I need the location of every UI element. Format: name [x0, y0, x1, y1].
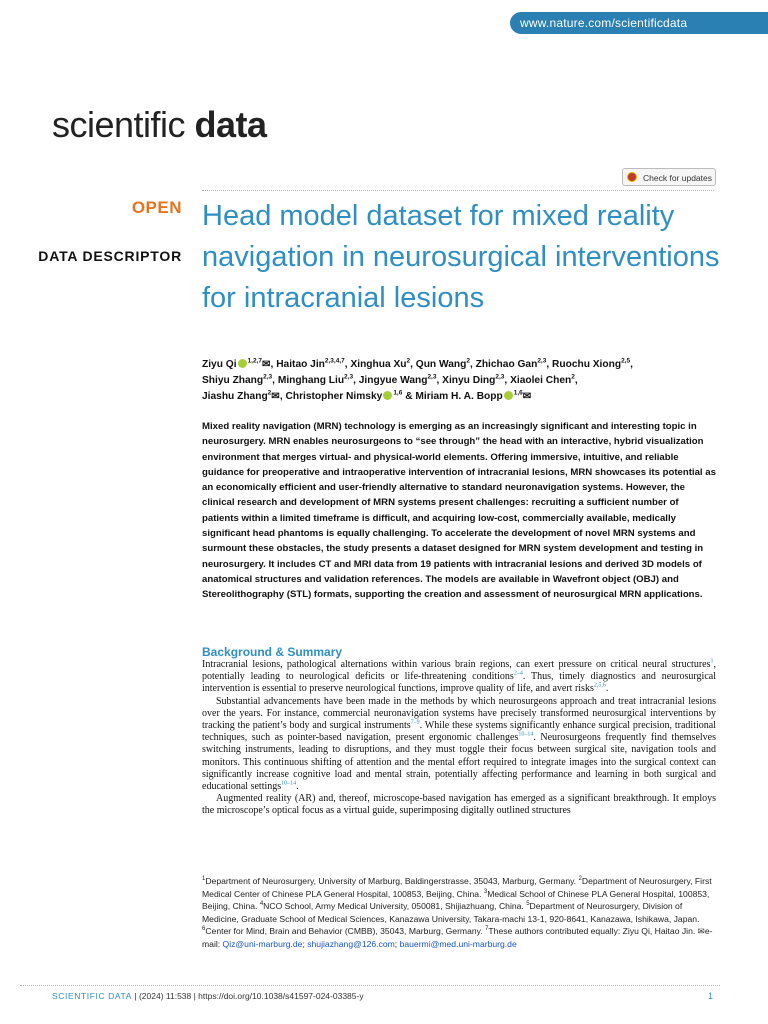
abstract: Mixed reality navigation (MRN) technology is emerging as an increasingly significant and interesting topic in neurosurgery. MRN enables neurosurgeons to “see through” the head with an interactive, hybrid visualization environment that merges virtual- and physical-world elements. Offering immersive, intuitive, and reliable guidance for preoperative and intraoperative intervention of intracranial lesions, MRN showcases its potential as an economically efficient and user-friendly alternative to standard neuronavigation systems. However, the clinical research and development of MRN systems present challenges: recruiting a sufficient number of patients within a limited timeframe is difficult, and acquiring low-cost, commercially available, medically significant head phantoms is equally challenging. To accelerate the development of novel MRN systems and surmount these obstacles, the study presents a dataset designed for MRN system development and testing in neurosurgery. It includes CT and MRI data from 19 patients with intracranial lesions and derived 3D models of anatomical structures and validation references. The models are available in Wavefront object (OBJ) and Stereolithography (STL) formats, supporting the creation and assessment of neurosurgical MRN applications. [202, 421, 716, 601]
page-number: 1 [708, 991, 714, 1001]
footer-divider [20, 985, 720, 986]
section-heading-background: Background & Summary [202, 645, 343, 659]
footer-citation[interactable]: (2024) 11:538 | https://doi.org/10.1038/s41597-024-03385-y [138, 991, 364, 1001]
footer [52, 991, 364, 1001]
footer-sep: | [134, 991, 139, 1001]
body-text [202, 659, 716, 818]
affiliations: $^1$Department of Neurosurgery, University of Marburg, Baldingerstrasse, 35043, Marburg, Germany. $^2$Department of Neurosurgery, First Medical Center of Chinese PLA General Hospital, 100853, Beijing, China. $^3$Medical School of Chinese PLA General Hospital, 100853, Beijing, China. $^4$NCO School, Army Medical University, 050081, Shijiazhuang, China. $^5$Department of Neurosurgery, Division of Medicine, Graduate School of Medical Sciences, Kanazawa University, Takara-machi 13-1, 920-8641, Kanazawa, Ishikawa, Japan. $^6$Center for Mind, Brain and Behavior (CMBB), 35043, Marburg, Germany. $^7$These authors contributed equally: Ziyu Qi, Haitao Jin. ✉e-mail: Qiz@uni-marburg.de; shujiazhang@126.com; bauermi@med.uni-marburg.de [202, 876, 713, 949]
paragraph-2: Substantial advancements have been made in the methods by which neurosurgeons approach and treat intracranial lesions over the years. For instance, commercial neuronavigation systems have precisely transformed neurosurgical interventions by tracking the patient’s body and surgical instruments$^{7-9}$. While these systems significantly enhance surgical precision, traditional techniques, such as pointer-based navigation, present ergonomic challenges$^{10-14}$. Neurosurgeons frequently find themselves switching instruments, leading to disruptions, and they must toggle their focus between surgical site, navigation tools and monitors. This continuous shifting of attention and the mental effort required to integrate images into the surgical context can significantly increase cognitive load and mental strain, potentially affecting performance and learning in both surgical and educational settings$^{10-14}$. [202, 695, 716, 793]
authors-line-3[interactable]: Jiashu Zhang$^2$✉, Christopher Nimsky $^{1,6}$ & Miriam H. A. Bopp $^{1,6}$✉ [202, 389, 532, 402]
logo-text-light: scientific [52, 104, 195, 145]
crossmark-icon [627, 172, 637, 182]
paragraph-3: Augmented reality (AR) and, thereof, microscope-based navigation has emerged as a significant breakthrough. It employs the microscope’s optical focus as a virtual guide, superimposing digitally outlined structures [202, 793, 716, 817]
orcid-icon[interactable] [238, 359, 247, 368]
check-for-updates-button[interactable] [622, 168, 716, 186]
article-type-label: DATA DESCRIPTOR [38, 248, 182, 264]
check-updates-label: Check for updates [643, 173, 712, 183]
footer-journal: SCIENTIFIC DATA [52, 991, 132, 1001]
authors-line-1[interactable]: Ziyu Qi $^{1,2,7}$✉, Haitao Jin$^{2,3,4,7}$, Xinghua Xu$^2$, Qun Wang$^2$, Zhichao Gan$^{2,3}$, Ruochu Xiong$^{2,5}$, [202, 357, 633, 370]
journal-logo[interactable] [52, 104, 267, 146]
journal-url-link[interactable]: www.nature.com/scientificdata [510, 12, 768, 34]
author-list [202, 357, 722, 405]
top-bar [0, 0, 768, 40]
paragraph-1: Intracranial lesions, pathological alternations within various brain regions, can exert pressure on critical neural structures$^1$, potentially leading to neurological deficits or life-threatening conditions$^{2-4}$. Thus, timely diagnostics and neurosurgical intervention is essential to preserve neurological functions, improve quality of life, and avert risks$^{2,5,6}$. [202, 658, 716, 695]
authors-line-2[interactable]: Shiyu Zhang$^{2,3}$, Minghang Liu$^{2,3}$, Jingyue Wang$^{2,3}$, Xinyu Ding$^{2,3}$, Xiaolei Chen$^2$, [202, 373, 578, 386]
open-access-label: OPEN [131, 198, 182, 217]
logo-text-bold: data [194, 104, 267, 145]
orcid-icon[interactable] [383, 391, 392, 400]
orcid-icon[interactable] [504, 391, 513, 400]
header-divider [202, 190, 714, 191]
article-title: Head model dataset for mixed reality navigation in neurosurgical interventions for intracranial lesions [202, 200, 720, 314]
